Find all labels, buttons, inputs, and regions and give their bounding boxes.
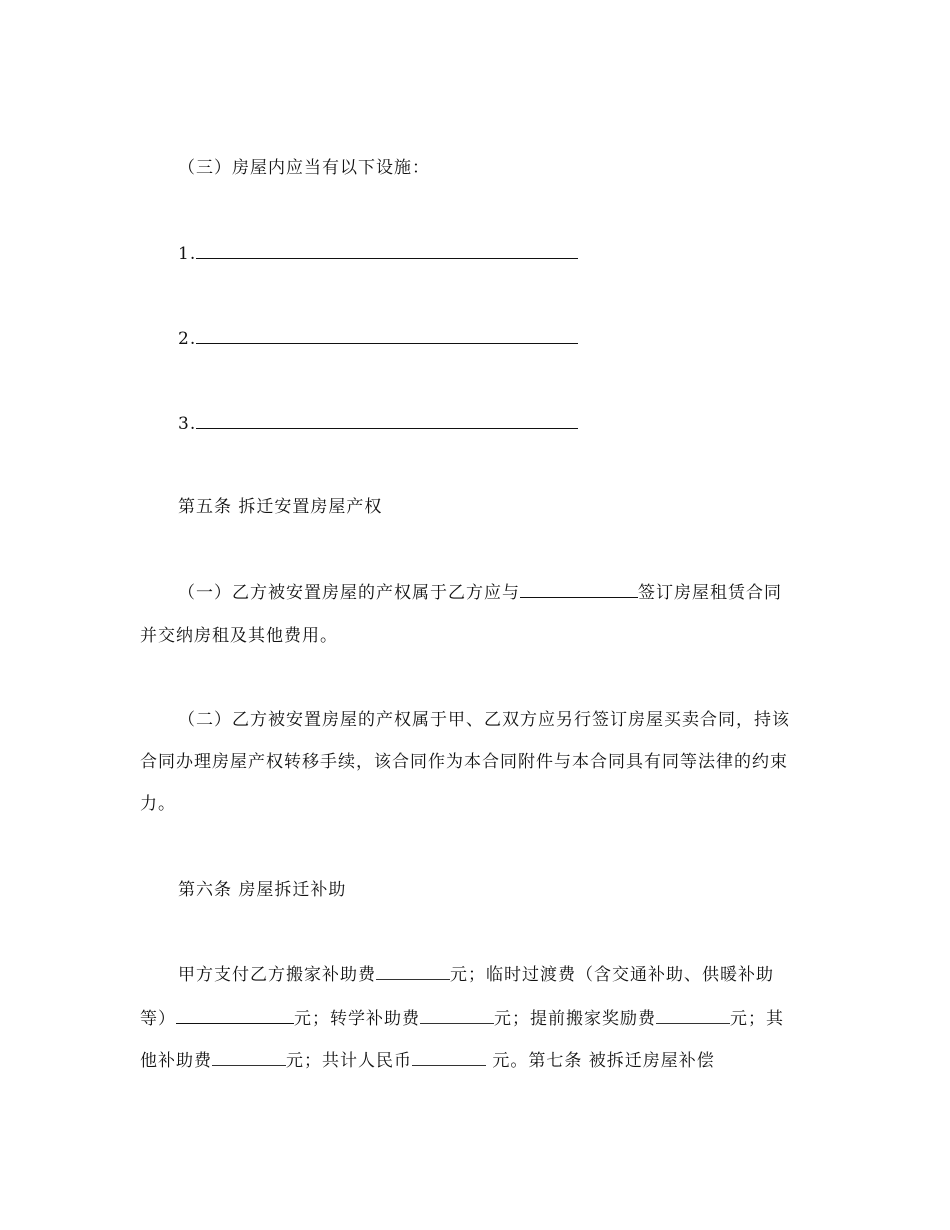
text-segment: （一）乙方被安置房屋的产权属于乙方应与 [178, 583, 520, 603]
text-segment: 元；提前搬家奖励费 [494, 1009, 656, 1029]
article-5-para-1-line-2: 并交纳房租及其他费用。 [140, 626, 338, 646]
facility-item-3 [178, 411, 578, 436]
text-segment: 元；共计人民币 [286, 1051, 412, 1071]
article-5-para-1-line-1 [178, 580, 782, 605]
article-5-para-2-line-1: （二）乙方被安置房屋的产权属于甲、乙双方应另行签订房屋买卖合同，持该 [178, 710, 790, 730]
facilities-heading: （三）房屋内应当有以下设施： [178, 158, 430, 178]
facility-item-number: 2. [178, 329, 197, 349]
text-segment: 元；转学补助费 [294, 1009, 420, 1029]
facility-item-number: 3. [178, 414, 197, 434]
text-segment: 他补助费 [140, 1051, 212, 1071]
blank-line[interactable] [212, 1048, 286, 1066]
blank-line[interactable] [196, 241, 578, 259]
blank-line[interactable] [520, 580, 638, 598]
blank-line[interactable] [412, 1048, 486, 1066]
article-6-title: 第六条 房屋拆迁补助 [178, 880, 347, 900]
blank-line[interactable] [196, 326, 578, 344]
article-6-line-1 [178, 962, 774, 987]
text-segment: 甲方支付乙方搬家补助费 [178, 965, 376, 985]
facility-item-number: 1. [178, 244, 197, 264]
text-segment: 等） [140, 1009, 176, 1029]
article-6-line-3 [140, 1048, 715, 1073]
blank-line[interactable] [656, 1006, 730, 1024]
article-5-para-2-line-3: 力。 [140, 794, 176, 814]
text-segment: 签订房屋租赁合同 [638, 583, 782, 603]
article-6-line-2 [140, 1006, 784, 1031]
article-5-para-2-line-2: 合同办理房屋产权转移手续，该合同作为本合同附件与本合同具有同等法律的约束 [140, 752, 788, 772]
text-segment: 元；临时过渡费（含交通补助、供暖补助 [450, 965, 774, 985]
facility-item-2 [178, 326, 578, 351]
blank-line[interactable] [176, 1006, 294, 1024]
blank-line[interactable] [376, 962, 450, 980]
article-5-title: 第五条 拆迁安置房屋产权 [178, 497, 383, 517]
facility-item-1 [178, 241, 578, 266]
text-segment: 元；其 [730, 1009, 784, 1029]
text-segment: 元。第七条 被拆迁房屋补偿 [486, 1051, 715, 1071]
blank-line[interactable] [196, 411, 578, 429]
blank-line[interactable] [420, 1006, 494, 1024]
